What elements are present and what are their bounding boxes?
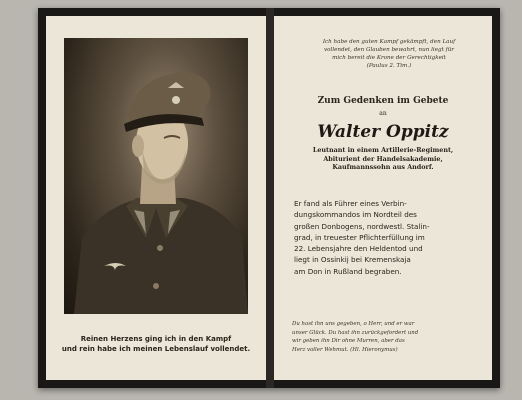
quote-line: vollendet, den Glauben bewahrt, nun liegt für <box>324 47 454 53</box>
quote-line: Du hast ihn uns gegeben, o Herr, und er war <box>292 321 415 327</box>
detail-line: Abiturient der Handelsakademie, <box>323 154 443 163</box>
detail-line: Kaufmannssohn aus Andorf. <box>332 163 434 172</box>
left-panel <box>46 16 266 380</box>
quote-line: mich bereit die Krone der Gerechtigkeit <box>332 55 446 61</box>
quote-line: (Paulus 2. Tim.) <box>366 63 412 69</box>
card-fold <box>266 8 274 388</box>
caption-line: und rein habe ich meinen Lebenslauf vollendet. <box>61 345 251 353</box>
body-line: Er fand als Führer eines Verbin- <box>294 199 407 208</box>
deceased-details <box>288 146 478 172</box>
quote-line: Herz voller Wehmut. (Hl. Hieronymus) <box>292 346 398 353</box>
portrait-photo <box>64 38 248 314</box>
memorial-heading: Zum Gedenken im Gebete <box>317 96 449 106</box>
soldier-portrait-illustration <box>64 38 248 314</box>
biography-text <box>294 198 474 277</box>
body-line: liegt in Ossinkij bei Kremenskaja <box>294 255 411 265</box>
top-quote <box>296 38 482 70</box>
detail-line: Leutnant in einem Artillerie-Regiment, <box>312 146 454 154</box>
body-line: dungskommandos im Nordteil des <box>294 210 417 220</box>
right-panel <box>274 16 492 380</box>
body-line: grad, in treuester Pflichterfüllung im <box>294 232 425 242</box>
quote-line: Ich habe den guten Kampf gekämpft, den Lauf <box>322 39 456 45</box>
bottom-quote <box>292 320 478 354</box>
body-line: 22. Lebensjahre den Heldentod und <box>294 244 423 254</box>
left-caption <box>56 334 256 354</box>
memorial-card <box>38 8 500 388</box>
body-line: am Don in Rußland begraben. <box>294 266 402 276</box>
quote-line: unser Glück. Du hast ihn zurückgefordert und <box>292 329 419 336</box>
quote-line: wir geben ihn Dir ohne Murren, aber das <box>292 338 405 344</box>
body-line: großen Donbogens, nordwestl. Stalin- <box>294 221 430 231</box>
caption-line: Reinen Herzens ging ich in den Kampf <box>80 335 232 343</box>
an-word: an <box>379 110 387 117</box>
deceased-name: Walter Oppitz <box>317 122 449 142</box>
